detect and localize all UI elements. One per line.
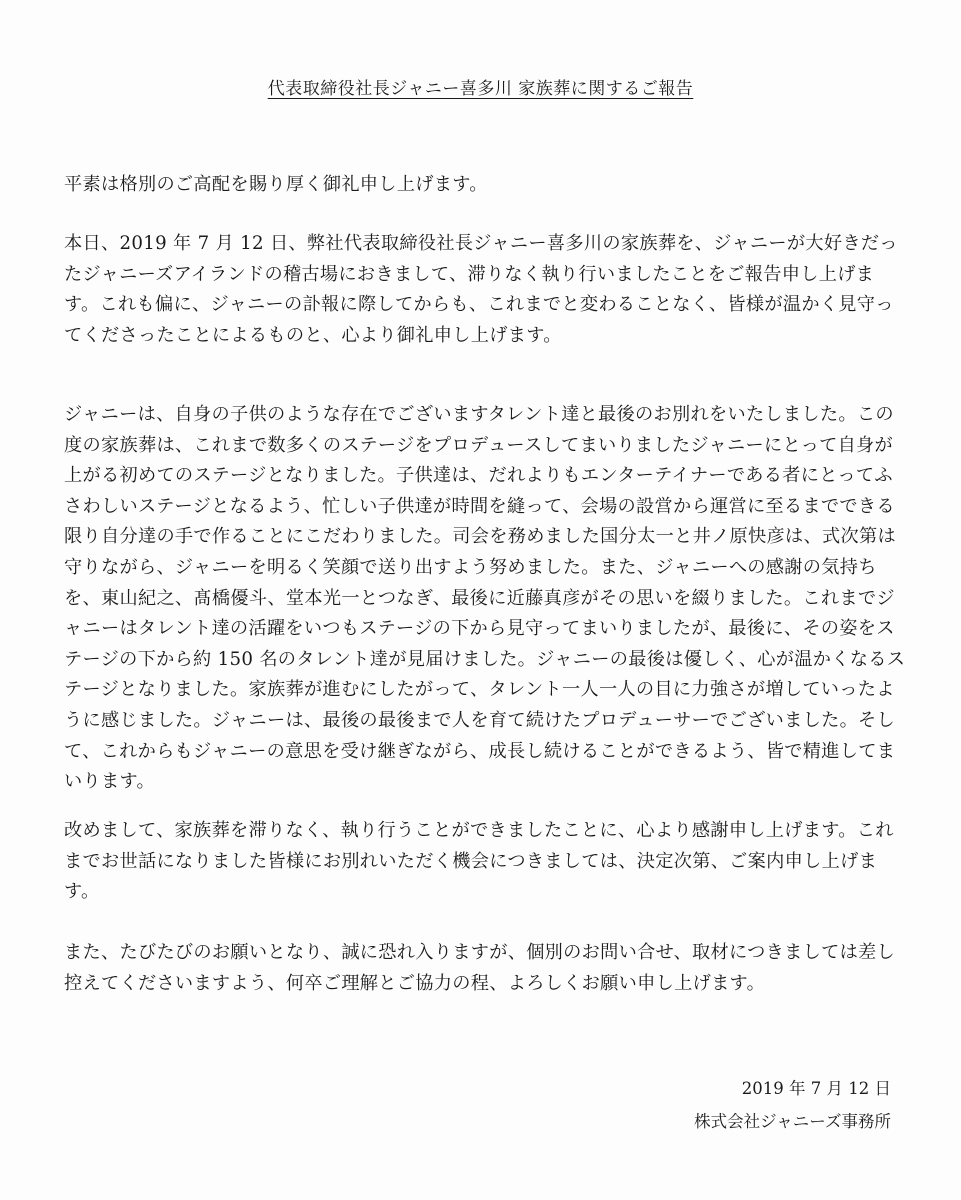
paragraph-request <box>64 938 909 999</box>
signature-company: 株式会社ジャニーズ事務所 <box>694 1112 891 1131</box>
paragraph-gratitude <box>64 816 909 908</box>
paragraph-funeral-details <box>64 400 909 798</box>
signature-date: 2019 年 7 月 12 日 <box>741 1079 891 1098</box>
paragraph-funeral-report <box>64 229 909 351</box>
paragraph-text: また、たびたびのお願いとなり、誠に恐れ入りますが、個別のお問い合せ、取材につきましては差し控えてくださいますよう、何卒ご理解とご協力の程、よろしくお願い申し上げます。 <box>64 942 896 994</box>
paragraph-text: 本日、2019 年 7 月 12 日、弊社代表取締役社長ジャニー喜多川の家族葬を、ジャニーが大好きだったジャニーズアイランドの稽古場におきまして、滞りなく執り行いましたことをご報告申し上げます。これも偏に、ジャニーの訃報に際してからも、これまでと変わることなく、皆様が温かく見守ってくださったことによるものと、心より御礼申し上げます。 <box>64 233 898 346</box>
paragraph-text: 改めまして、家族葬を滞りなく、執り行うことができましたことに、心より感謝申し上げます。これまでお世話になりました皆様にお別れいただく機会につきましては、決定次第、ご案内申し上げます。 <box>64 820 894 903</box>
paragraph-text: 平素は格別のご高配を賜り厚く御礼申し上げます。 <box>64 174 488 195</box>
document-title-text: 代表取締役社長ジャニー喜多川 家族葬に関するご報告 <box>267 79 694 99</box>
paragraph-greeting <box>64 170 909 201</box>
document-title <box>0 74 961 99</box>
paragraph-text: ジャニーは、自身の子供のような存在でございますタレント達と最後のお別れをいたしました。この度の家族葬は、これまで数多くのステージをプロデュースしてまいりましたジャニーにとって自身が上がる初めてのステージとなりました。子供達は、だれよりもエンターテイナーである者にとってふさわしいステージとなるよう、忙しい子供達が時間を縫って、会場の設営から運営に至るまでできる限り自分達の手で作ることにこだわりました。司会を務めました国分太一と井ノ原快彦は、式次第は守りながら、ジャニーを明るく笑顔で送り出すよう努めました。また、ジャニーへの感謝の気持ちを、東山紀之、髙橋優斗、堂本光一とつなぎ、最後に近藤真彦がその思いを綴りました。これまでジャニーはタレント達の活躍をいつもステージの下から見守ってまいりましたが、最後に、その姿をステージの下から約 150 名のタレント達が見届けました。ジャニーの最後は優しく、心が温かくなるステージとなりました。家族葬が進むにしたがって、タレント一人一人の目に力強さが増していったように感じました。ジャニーは、最後の最後まで人を育て続けたプロデューサーでございました。そして、これからもジャニーの意思を受け継ぎながら、成長し続けることができるよう、皆で精進してまいります。 <box>64 404 906 793</box>
